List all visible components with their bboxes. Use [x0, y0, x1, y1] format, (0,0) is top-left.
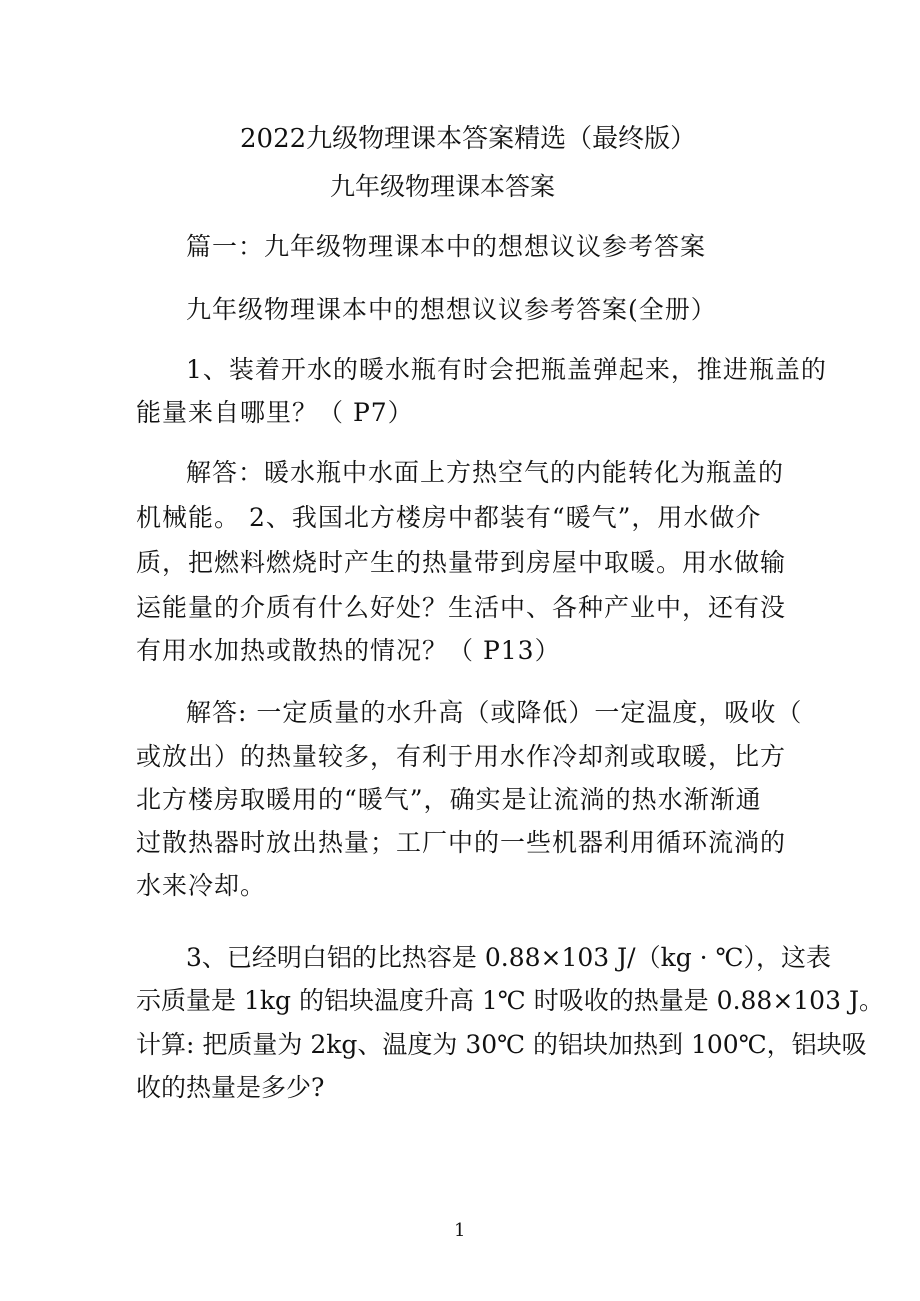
document-title: 2022九级物理课本答案精选（最终版）	[240, 124, 697, 154]
section-heading: 篇一：九年级物理课本中的想想议议参考答案	[186, 232, 707, 261]
text-line: 收的热量是多少?	[136, 1073, 325, 1102]
text-line: 或放出）的热量较多，有利于用水作冷却剂或取暖，比方	[136, 742, 787, 771]
text-line: 运能量的介质有什么好处？生活中、各种产业中，还有没	[136, 593, 787, 622]
text-line: 3、已经明白铝的比热容是 0.88×103 J/（kg · ℃），这表	[186, 943, 832, 972]
text-line: 示质量是 1kg 的铝块温度升高 1℃ 时吸收的热量是 0.88×103 J。	[136, 986, 884, 1015]
text-line: 机械能。 2、我国北方楼房中都装有“暖气”，用水做介	[136, 503, 762, 532]
text-line: 解答：暖水瓶中水面上方热空气的内能转化为瓶盖的	[186, 458, 785, 487]
page-number: 1	[454, 1220, 466, 1241]
text-line: 解答: 一定质量的水升高（或降低）一定温度，吸收（	[186, 698, 803, 727]
text-line: 北方楼房取暖用的“暖气”，确实是让流淌的热水渐渐通	[136, 785, 762, 814]
text-line: 过散热器时放出热量；工厂中的一些机器利用循环流淌的	[136, 828, 787, 857]
text-line: 能量来自哪里？（ P7）	[136, 398, 414, 427]
document-subtitle: 九年级物理课本答案	[330, 172, 556, 201]
text-line: 1、装着开水的暖水瓶有时会把瓶盖弹起来，推进瓶盖的	[186, 355, 827, 384]
section-subheading: 九年级物理课本中的想想议议参考答案(全册）	[186, 295, 717, 324]
text-line: 计算: 把质量为 2kg、温度为 30℃ 的铝块加热到 100℃，铝块吸	[136, 1030, 867, 1059]
text-line: 有用水加热或散热的情况？（ P13）	[136, 636, 561, 665]
text-line: 质，把燃料燃烧时产生的热量带到房屋中取暖。用水做输	[136, 548, 787, 577]
text-line: 水来冷却。	[136, 871, 267, 900]
